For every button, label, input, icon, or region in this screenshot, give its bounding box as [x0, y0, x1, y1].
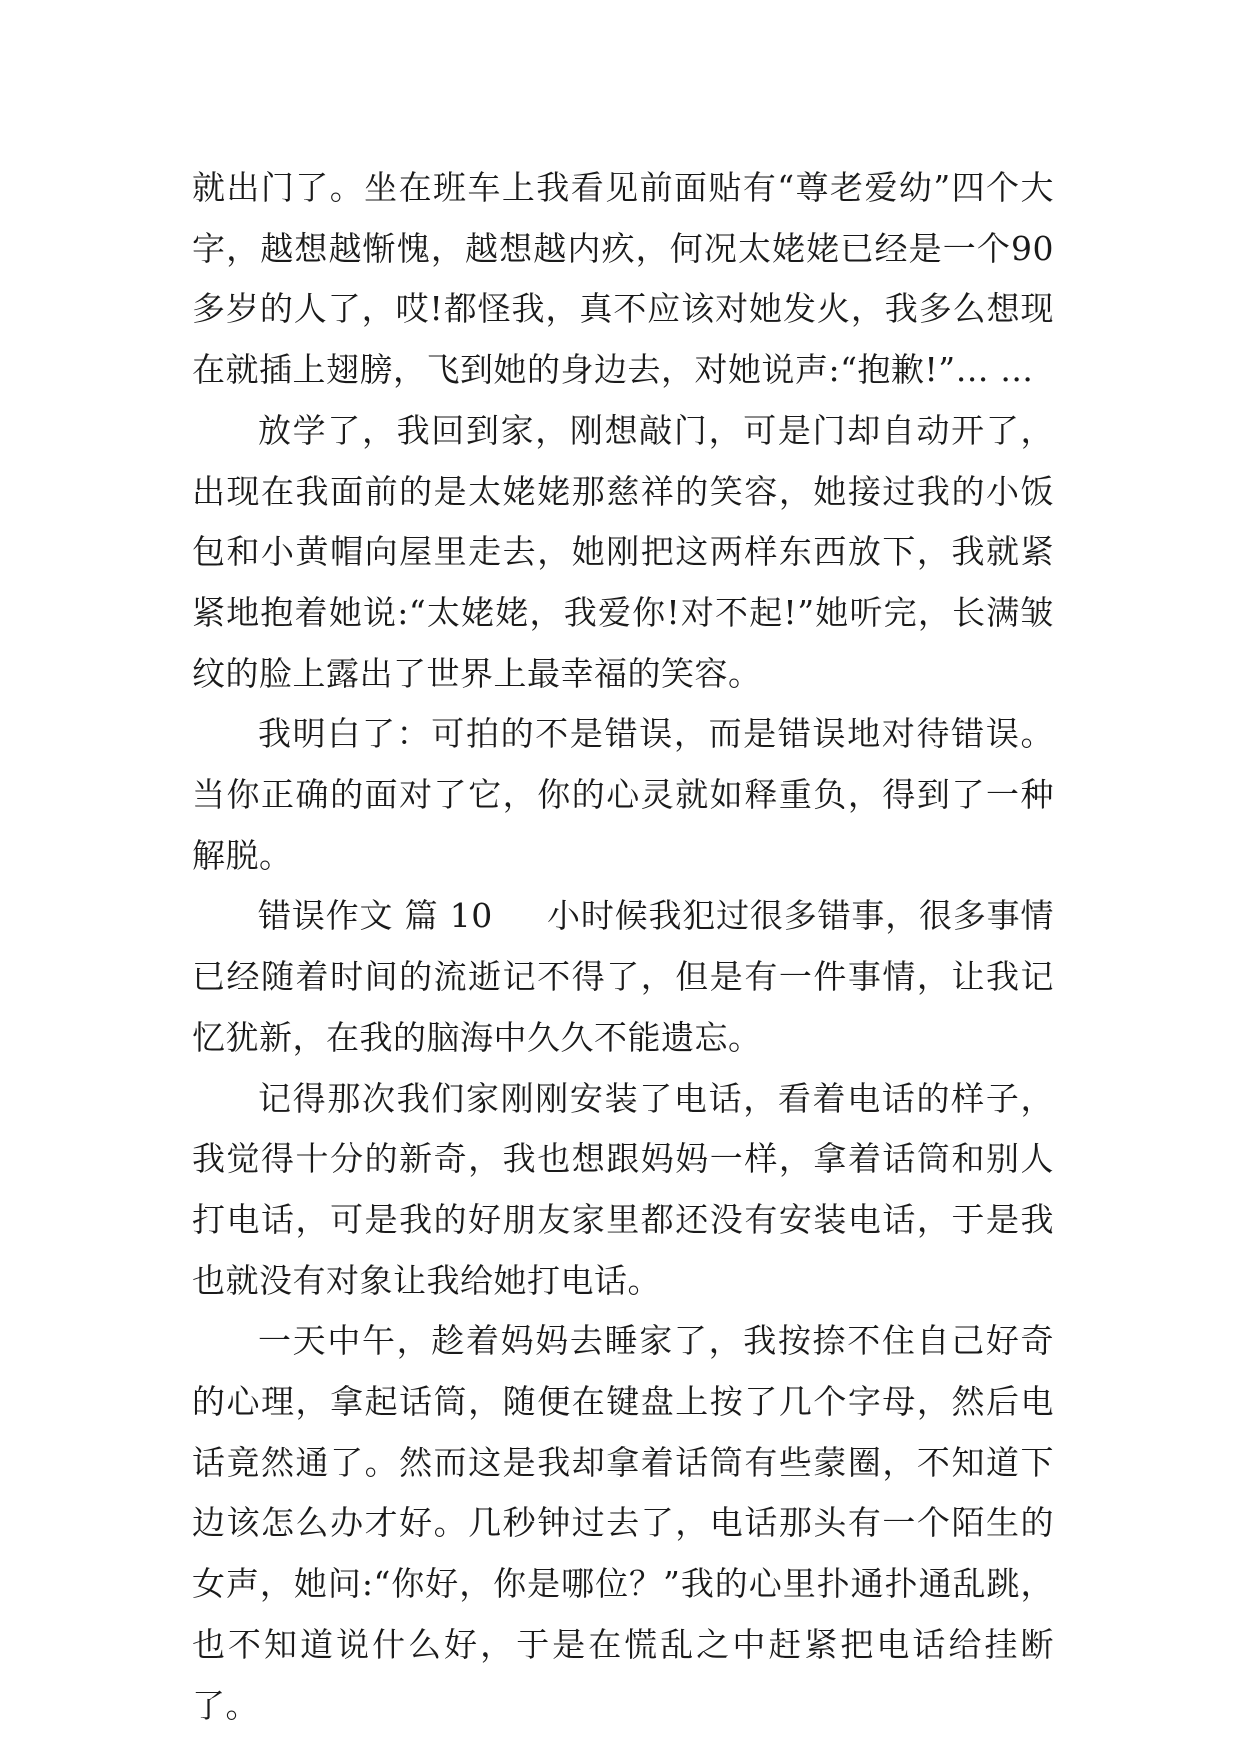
- document-body: [192, 158, 1054, 1736]
- paragraph-lesson: 我明白了：可拍的不是错误，而是错误地对待错误。当你正确的面对了它，你的心灵就如释重负，得到了一种解脱。: [192, 714, 1054, 875]
- paragraph-return-home: 放学了，我回到家，刚想敲门，可是门却自动开了，出现在我面前的是太姥姥那慈祥的笑容，她接过我的小饭包和小黄帽向屋里走去，她刚把这两样东西放下，我就紧紧地抱着她说:“太姥姥，我爱你!对不起!”她听完，长满皱纹的脸上露出了世界上最幸福的笑容。: [192, 410, 1054, 693]
- essay-heading: 错误作文 篇 10: [258, 896, 493, 936]
- paragraph-telephone: 记得那次我们家刚刚安装了电话，看着电话的样子，我觉得十分的新奇，我也想跟妈妈一样，拿着话筒和别人打电话，可是我的好朋友家里都还没有安装电话，于是我也就没有对象让我给她打电话。: [192, 1078, 1054, 1300]
- essay-10-text: 小时候我犯过很多错事，很多事情已经随着时间的流逝记不得了，但是有一件事情，让我记忆犹新，在我的脑海中久久不能遗忘。: [192, 896, 1054, 1057]
- paragraph-phone-call: 一天中午，趁着妈妈去睡家了，我按捺不住自己好奇的心理，拿起话筒，随便在键盘上按了几个字母，然后电话竟然通了。然而这是我却拿着话筒有些蒙圈，不知道下边该怎么办才好。几秒钟过去了，电话那头有一个陌生的女声，她问:“你好，你是哪位？”我的心里扑通扑通乱跳，也不知道说什么好，于是在慌乱之中赶紧把电话给挂断了。: [192, 1321, 1054, 1725]
- paragraph-essay-10-start: [192, 886, 1054, 1068]
- paragraph-continuation: 就出门了。坐在班车上我看见前面贴有“尊老爱幼”四个大字，越想越惭愧，越想越内疚，何况太姥姥已经是一个90多岁的人了，哎!都怪我，真不应该对她发火，我多么想现在就插上翅膀，飞到她的身边去，对她说声:“抱歉!”… …: [192, 168, 1054, 390]
